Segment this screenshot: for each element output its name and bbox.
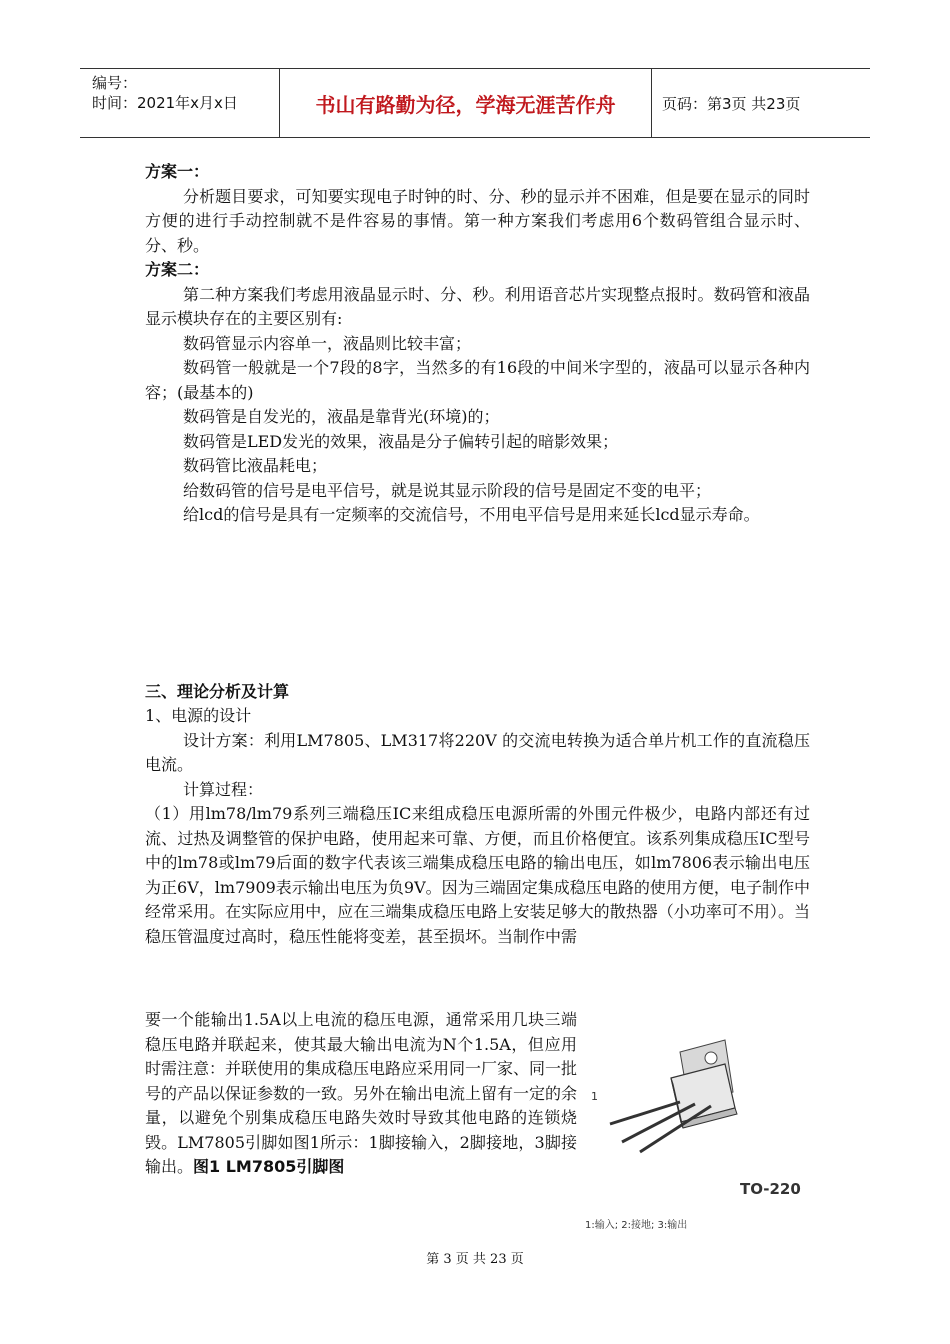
calc-paragraph: （1）用lm78/lm79系列三端稳压IC来组成稳压电源所需的外围元件极少，电路内部还有过流、过热及调整管的保护电路，使用起来可靠、方便，而且价格便宜。该系列集成稳压IC型号中的lm78或lm79后面的数字代表该三端集成稳压电路的输出电压，如lm7806表示输出电压为正6V，lm7909表示输出电压为负9V。因为三端固定集成稳压电路的使用方便，电子制作中经常采用。在实际应用中，应在三端集成稳压电路上安装足够大的散热器（小功率可不用）。当稳压管温度过高时，稳压性能将变差，甚至损坏。当制作中需 [145,804,810,946]
header-motto: 书山有路勤为径，学海无涯苦作舟 [280,69,652,137]
diff-item: 数码管比液晶耗电； [183,456,328,475]
document-body [145,160,810,949]
blank-space [145,528,810,680]
page-header [80,68,870,138]
design-plan: 设计方案：利用LM7805、LM317将220V 的交流电转换为适合单片机工作的直流稳压电流。 [145,730,810,774]
diff-item: 数码管一般就是一个7段的8字，当然多的有16段的中间米字型的，液晶可以显示各种内容；(最基本的) [145,358,810,402]
plan1-heading: 方案一： [145,162,210,181]
calc-heading: 计算过程： [183,779,264,799]
header-page-info: 页码：第3页 共23页 [662,94,801,113]
header-meta [80,69,280,137]
date-label: 时间：2021年x月x日 [92,94,238,112]
diff-item: 数码管是LED发光的效果，液晶是分子偏转引起的暗影效果； [183,431,619,451]
diff-item: 数码管是自发光的，液晶是靠背光(环境)的； [183,407,500,426]
package-label: TO-220 [740,1180,801,1198]
diff-item: 数码管显示内容单一，液晶则比较丰富； [183,333,472,353]
figure-caption: 图1 LM7805引脚图 [193,1157,345,1176]
wrap-text: 要一个能输出1.5A以上电流的稳压电源，通常采用几块三端稳压电路并联起来，使其最大输出电流为N个1.5A，但应用时需注意：并联使用的集成稳压电路应采用同一厂家、同一批号的产品以保证参数的一致。另外在输出电流上留有一定的余量，以避免个别集成稳压电路失效时导致其他电路的连锁烧毁。LM7805引脚如图1所示：1脚接输入，2脚接地，3脚接输出。 [145,1010,578,1176]
section3-heading: 三、理论分析及计算 [145,681,290,701]
diff-item: 给数码管的信号是电平信号，就是说其显示阶段的信号是固定不变的电平； [183,480,712,500]
sub1-heading: 1、电源的设计 [145,706,252,725]
to220-package-icon [610,1040,737,1152]
number-label: 编号： [92,74,138,92]
plan2-intro: 第二种方案我们考虑用液晶显示时、分、秒。利用语音芯片实现整点报时。数码管和液晶显示模块存在的主要区别有: [145,284,810,328]
pin-one-label: 1 [591,1090,598,1103]
wrapped-text [145,1008,577,1180]
pins-legend: 1:输入; 2:接地; 3:输出 [585,1220,688,1231]
to220-figure [585,1030,815,1230]
plan2-heading: 方案二： [145,260,210,279]
page-footer: 第 3 页 共 23 页 [426,1252,524,1267]
plan1-text: 分析题目要求，可知要实现电子时钟的时、分、秒的显示并不困难，但是要在显示的同时方便的进行手动控制就不是件容易的事情。第一种方案我们考虑用6个数码管组合显示时、分、秒。 [145,186,810,255]
wrap-paragraph [145,1008,577,1180]
diff-item: 给lcd的信号是具有一定频率的交流信号，不用电平信号是用来延长lcd显示寿命。 [183,505,760,524]
